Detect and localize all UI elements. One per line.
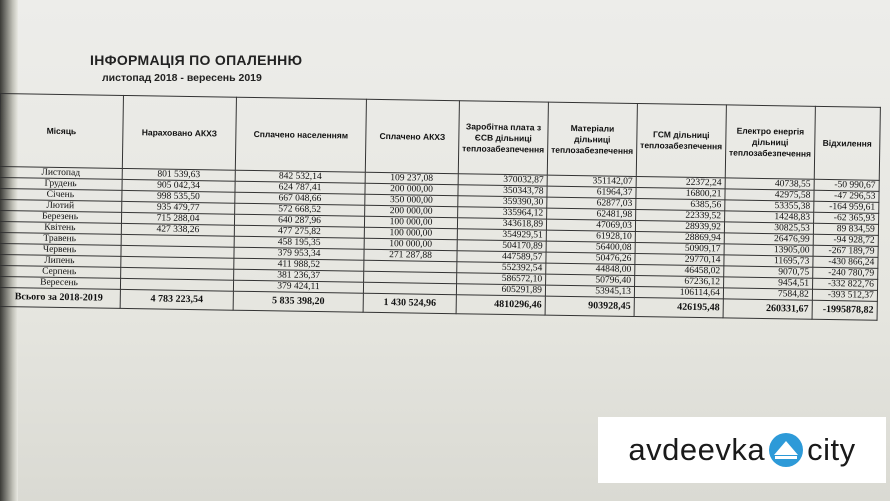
value-cell: 6385,56 <box>636 199 725 211</box>
mountain-logo-icon <box>769 433 803 467</box>
value-cell: 53355,38 <box>725 200 814 212</box>
value-cell: 42975,58 <box>725 189 814 201</box>
month-cell: Вересень <box>0 276 121 289</box>
value-cell: 998 535,50 <box>122 190 235 203</box>
value-cell: 640 287,96 <box>234 214 364 227</box>
month-cell: Квітень <box>0 221 121 234</box>
value-cell: 343618,89 <box>457 218 546 230</box>
value-cell: -430 866,24 <box>813 256 878 268</box>
total-value: 903928,45 <box>545 296 634 316</box>
value-cell: 200 000,00 <box>365 205 458 217</box>
month-cell: Липень <box>0 254 121 267</box>
value-cell: 715 288,04 <box>121 212 234 225</box>
value-cell: 905 042,34 <box>122 179 235 192</box>
value-cell: 50909,17 <box>635 242 724 254</box>
header-accrued: Нараховано АКХЗ <box>122 95 236 170</box>
value-cell: 801 539,63 <box>122 168 235 181</box>
value-cell: 11695,73 <box>724 255 813 267</box>
value-cell: 56400,08 <box>546 241 635 253</box>
value-cell: -240 780,79 <box>813 267 878 279</box>
value-cell: 370032,87 <box>458 174 547 186</box>
value-cell: -332 822,76 <box>812 278 877 290</box>
value-cell: 624 787,41 <box>235 181 365 194</box>
value-cell: -62 365,93 <box>813 212 878 224</box>
value-cell: -94 928,72 <box>813 234 878 246</box>
value-cell: 28869,94 <box>635 231 724 243</box>
value-cell: 354929,51 <box>457 229 546 241</box>
value-cell: -50 990,67 <box>814 179 879 191</box>
value-cell: 89 834,59 <box>813 223 878 235</box>
value-cell: 552392,54 <box>457 262 546 274</box>
value-cell: 379 424,11 <box>233 280 363 293</box>
heating-table <box>0 93 881 321</box>
value-cell: 572 668,52 <box>235 203 365 216</box>
value-cell: 667 048,66 <box>235 192 365 205</box>
header-salary: Заробітна плата з ЄСВ дільниці теплозабезпечення <box>458 101 548 175</box>
heating-table-wrapper <box>0 93 881 321</box>
value-cell: 586572,10 <box>457 273 546 285</box>
value-cell: 62481,98 <box>547 208 636 220</box>
value-cell: 411 988,52 <box>234 258 364 271</box>
value-cell: 28939,92 <box>635 220 724 232</box>
value-cell: 61964,37 <box>547 186 636 198</box>
value-cell: 379 953,34 <box>234 247 364 260</box>
value-cell: 605291,89 <box>456 284 545 296</box>
document-title: ІНФОРМАЦІЯ ПО ОПАЛЕННЮ <box>90 52 303 68</box>
value-cell: 350343,78 <box>458 185 547 197</box>
value-cell: 22372,24 <box>636 177 725 189</box>
value-cell: 9454,51 <box>723 277 812 289</box>
value-cell: -164 959,61 <box>814 201 879 213</box>
total-label: Всього за 2018-2019 <box>0 287 120 308</box>
header-fuel: ГСМ дільниці теплозабезпечення <box>636 104 726 178</box>
header-electricity: Електро енергія дільниці теплозабезпечення <box>725 105 815 179</box>
value-cell: 67236,12 <box>634 275 723 287</box>
value-cell: 359390,30 <box>458 196 547 208</box>
header-month: Місяць <box>0 94 123 169</box>
value-cell: 842 532,14 <box>235 170 365 183</box>
value-cell: 350 000,00 <box>365 194 458 206</box>
value-cell: 40738,55 <box>725 178 814 190</box>
value-cell: 50796,40 <box>546 274 635 286</box>
value-cell: 29770,14 <box>635 253 724 265</box>
total-value: 5 835 398,20 <box>233 291 363 312</box>
value-cell: 100 000,00 <box>364 238 457 250</box>
table-body <box>0 166 879 320</box>
value-cell: -47 296,53 <box>814 190 879 202</box>
value-cell: 351142,07 <box>547 175 636 187</box>
value-cell: 44848,00 <box>546 263 635 275</box>
value-cell: 9070,75 <box>724 266 813 278</box>
total-value: 4810296,46 <box>456 295 545 315</box>
header-materials: Матеріали дільниці теплозабезпечення <box>547 102 637 176</box>
month-cell: Серпень <box>0 265 121 278</box>
month-cell: Червень <box>0 243 121 256</box>
month-cell: Березень <box>0 210 122 223</box>
month-cell: Грудень <box>0 177 122 190</box>
value-cell: 14248,83 <box>724 211 813 223</box>
value-cell: 935 479,77 <box>122 201 235 214</box>
value-cell: 106114,64 <box>634 286 723 298</box>
value-cell: 7584,82 <box>723 288 812 300</box>
value-cell: 100 000,00 <box>364 216 457 228</box>
month-cell: Травень <box>0 232 121 245</box>
value-cell: 200 000,00 <box>365 183 458 195</box>
value-cell: 30825,53 <box>724 222 813 234</box>
value-cell: 458 195,35 <box>234 236 364 249</box>
watermark-logo <box>598 417 886 483</box>
value-cell: 271 287,88 <box>364 249 457 261</box>
month-cell: Листопад <box>0 166 122 179</box>
value-cell: 100 000,00 <box>364 227 457 239</box>
total-value: -1995878,82 <box>812 300 877 320</box>
value-cell: 47069,03 <box>546 219 635 231</box>
watermark-text-right: city <box>807 432 856 467</box>
header-deviation: Відхилення <box>814 106 880 180</box>
value-cell: 50476,26 <box>546 252 635 264</box>
total-value: 1 430 524,96 <box>363 293 456 313</box>
total-value: 426195,48 <box>634 297 723 317</box>
value-cell: -267 189,79 <box>813 245 878 257</box>
total-value: 260331,67 <box>723 299 812 319</box>
value-cell: 504170,89 <box>457 240 546 252</box>
value-cell: 447589,57 <box>457 251 546 263</box>
value-cell: 109 237,08 <box>365 172 458 184</box>
value-cell: 62877,03 <box>547 197 636 209</box>
watermark-text-left: avdeevka <box>628 432 766 467</box>
value-cell: 335964,12 <box>458 207 547 219</box>
total-value: 4 783 223,54 <box>120 289 233 310</box>
value-cell: 477 275,82 <box>234 225 364 238</box>
value-cell: 46458,02 <box>635 264 724 276</box>
value-cell: -393 512,37 <box>812 289 877 301</box>
table-header-row <box>0 94 880 181</box>
month-cell: Лютий <box>0 199 122 212</box>
value-cell: 61928,10 <box>546 230 635 242</box>
header-paid-akhz: Сплачено АКХЗ <box>365 99 459 173</box>
header-paid-population: Сплачено населенням <box>235 97 366 172</box>
value-cell: 22339,52 <box>636 209 725 221</box>
value-cell: 16800,21 <box>636 188 725 200</box>
document-subtitle: листопад 2018 - вересень 2019 <box>102 72 262 84</box>
value-cell: 13905,00 <box>724 244 813 256</box>
value-cell: 26476,99 <box>724 233 813 245</box>
value-cell: 53945,13 <box>545 285 634 297</box>
value-cell: 381 236,37 <box>234 269 364 282</box>
month-cell: Січень <box>0 188 122 201</box>
value-cell: 427 338,26 <box>121 223 234 236</box>
